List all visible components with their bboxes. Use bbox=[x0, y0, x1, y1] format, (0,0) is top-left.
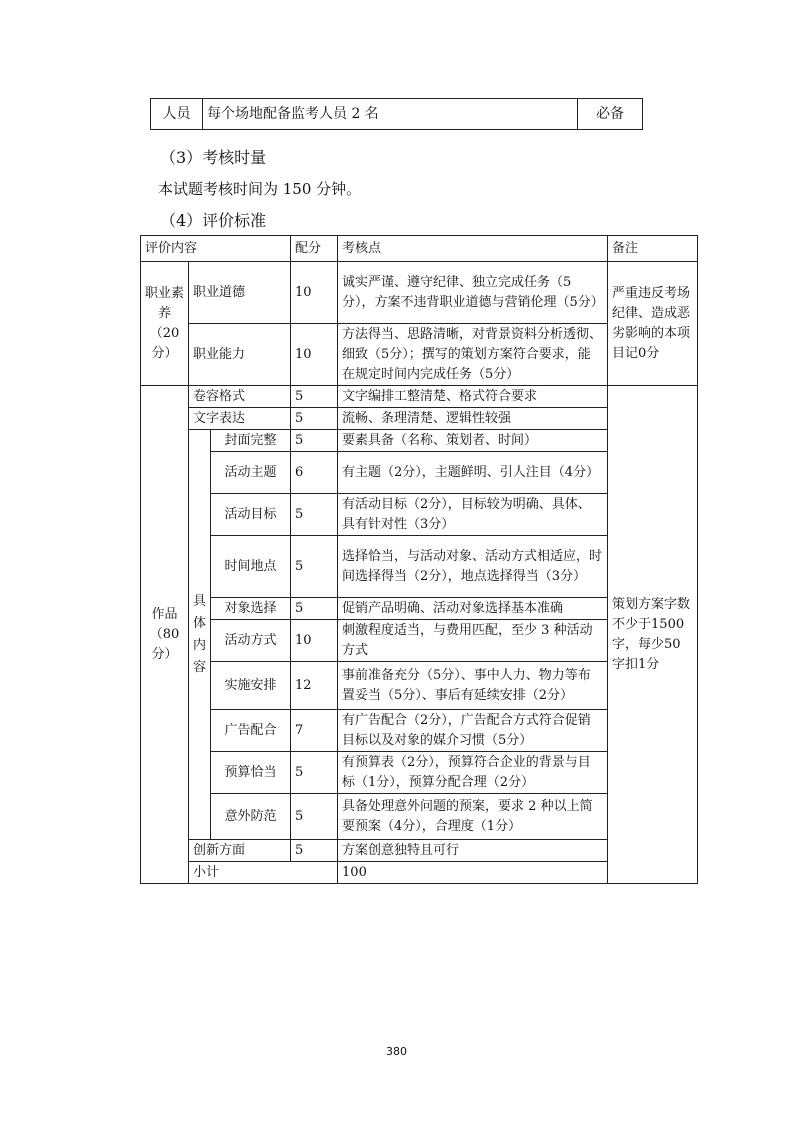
header-content: 评价内容 bbox=[141, 236, 291, 262]
item-score: 10 bbox=[291, 620, 338, 662]
item-name: 卷容格式 bbox=[189, 386, 291, 408]
item-point: 流畅、条理清楚、逻辑性较强 bbox=[338, 408, 608, 430]
staff-row bbox=[151, 99, 643, 130]
item-score: 5 bbox=[291, 430, 338, 452]
item-score: 5 bbox=[291, 598, 338, 620]
header-score: 配分 bbox=[291, 236, 338, 262]
professional-group-cell: 职业素养（20分） bbox=[141, 262, 189, 386]
item-score: 5 bbox=[291, 752, 338, 794]
item-point: 方案创意独特且可行 bbox=[338, 840, 608, 862]
item-point: 选择恰当，与活动对象、活动方式相适应，时间选择得当（2分），地点选择得当（3分） bbox=[338, 536, 608, 598]
item-name: 职业道德 bbox=[189, 262, 291, 324]
item-score: 5 bbox=[291, 494, 338, 536]
item-point: 诚实严谨、遵守纪律、独立完成任务（5分），方案不违背职业道德与营销伦理（5分） bbox=[338, 262, 608, 324]
item-point: 有活动目标（2分），目标较为明确、具体、具有针对性（3分） bbox=[338, 494, 608, 536]
item-name: 封面完整 bbox=[211, 430, 291, 452]
page-number: 380 bbox=[386, 1045, 407, 1058]
item-score: 5 bbox=[291, 794, 338, 840]
item-name: 对象选择 bbox=[211, 598, 291, 620]
item-score: 6 bbox=[291, 452, 338, 494]
item-point: 方法得当、思路清晰，对背景资料分析透彻、细致（5分）；撰写的策划方案符合要求，能在规定时间内完成任务（5分） bbox=[338, 324, 608, 386]
section3-text: 本试题考核时间为 150 分钟。 bbox=[158, 180, 362, 198]
item-point: 有预算表（2分），预算符合企业的背景与目标（1分），预算分配合理（2分） bbox=[338, 752, 608, 794]
item-point: 刺激程度适当，与费用匹配，至少 3 种活动方式 bbox=[338, 620, 608, 662]
staff-table bbox=[150, 98, 643, 130]
item-point: 要素具备（名称、策划者、时间） bbox=[338, 430, 608, 452]
staff-necessity-cell: 必备 bbox=[578, 99, 643, 130]
staff-requirement-cell: 每个场地配备监考人员 2 名 bbox=[203, 99, 578, 130]
item-name: 预算恰当 bbox=[211, 752, 291, 794]
item-name: 意外防范 bbox=[211, 794, 291, 840]
item-score: 10 bbox=[291, 324, 338, 386]
evaluation-table bbox=[140, 235, 698, 884]
subtotal-score: 100 bbox=[338, 862, 608, 884]
item-point: 有主题（2分），主题鲜明、引人注目（4分） bbox=[338, 452, 608, 494]
professional-note-cell: 严重违反考场纪律、造成恶劣影响的本项目记0分 bbox=[608, 262, 698, 386]
work-note-cell: 策划方案字数不少于1500字，每少50字扣1分 bbox=[608, 386, 698, 884]
header-point: 考核点 bbox=[338, 236, 608, 262]
item-point: 具备处理意外问题的预案，要求 2 种以上简要预案（4分），合理度（1分） bbox=[338, 794, 608, 840]
detail-group-cell: 具体内容 bbox=[189, 430, 211, 840]
table-row bbox=[141, 386, 698, 408]
staff-category-cell: 人员 bbox=[151, 99, 203, 130]
item-name: 时间地点 bbox=[211, 536, 291, 598]
item-name: 实施安排 bbox=[211, 662, 291, 710]
section4-title: （4）评价标准 bbox=[160, 211, 267, 230]
item-point: 促销产品明确、活动对象选择基本准确 bbox=[338, 598, 608, 620]
item-point: 文字编排工整清楚、格式符合要求 bbox=[338, 386, 608, 408]
work-group-cell: 作品（80分） bbox=[141, 386, 189, 884]
item-name: 活动方式 bbox=[211, 620, 291, 662]
item-name: 广告配合 bbox=[211, 710, 291, 752]
item-score: 5 bbox=[291, 408, 338, 430]
item-point: 事前准备充分（5分）、事中人力、物力等布置妥当（5分）、事后有延续安排（2分） bbox=[338, 662, 608, 710]
table-row bbox=[141, 262, 698, 324]
header-note: 备注 bbox=[608, 236, 698, 262]
item-score: 7 bbox=[291, 710, 338, 752]
item-score: 5 bbox=[291, 840, 338, 862]
item-name: 文字表达 bbox=[189, 408, 291, 430]
item-point: 有广告配合（2分），广告配合方式符合促销目标以及对象的媒介习惯（5分） bbox=[338, 710, 608, 752]
item-name: 活动目标 bbox=[211, 494, 291, 536]
item-name: 创新方面 bbox=[189, 840, 291, 862]
table-header-row bbox=[141, 236, 698, 262]
section3-title: （3）考核时量 bbox=[160, 148, 267, 167]
subtotal-label: 小计 bbox=[189, 862, 338, 884]
item-score: 5 bbox=[291, 536, 338, 598]
item-score: 10 bbox=[291, 262, 338, 324]
item-score: 12 bbox=[291, 662, 338, 710]
item-name: 职业能力 bbox=[189, 324, 291, 386]
item-name: 活动主题 bbox=[211, 452, 291, 494]
item-score: 5 bbox=[291, 386, 338, 408]
